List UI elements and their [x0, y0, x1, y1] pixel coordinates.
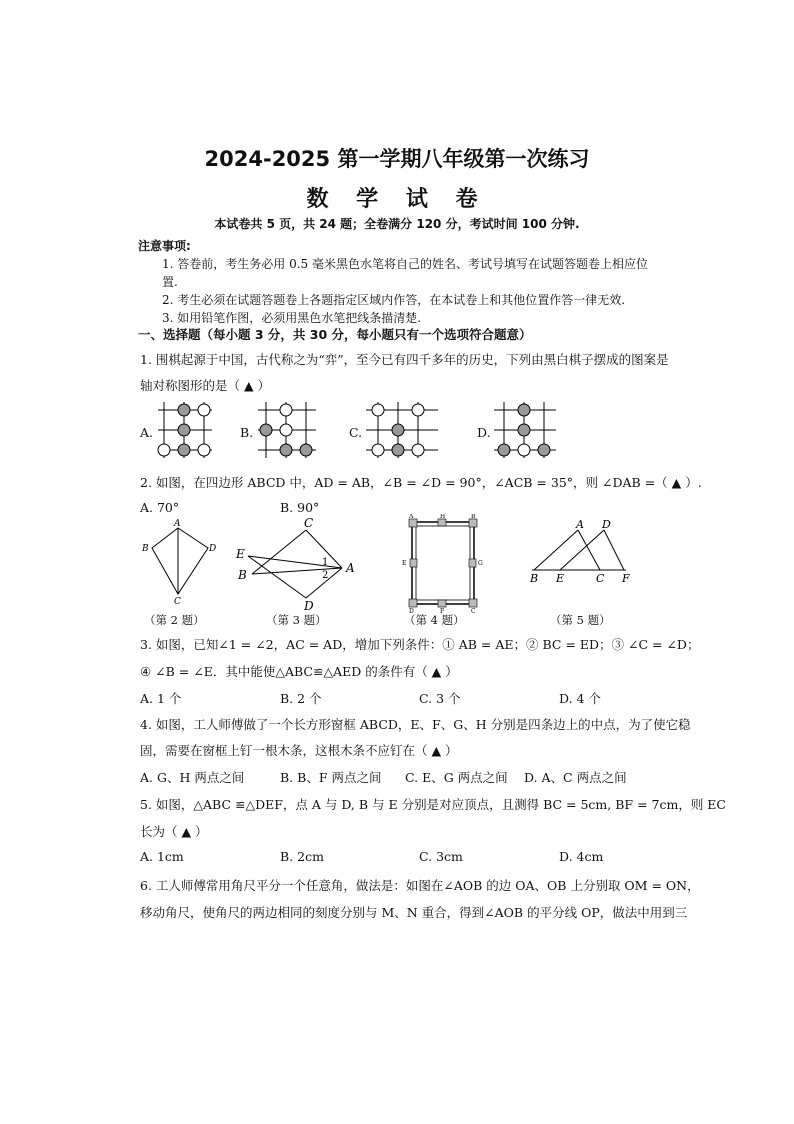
- fig4-label-e: E: [402, 560, 407, 567]
- fig5-label-c: C: [596, 572, 605, 584]
- figure-3-triangles: [232, 516, 362, 612]
- exam-title: 2024-2025 第一学期八年级第一次练习: [204, 147, 590, 171]
- figure-3-caption: （第 3 题）: [266, 613, 327, 627]
- question-1-line2: 轴对称图形的是（ ▲ ）: [140, 378, 271, 393]
- q1-option-d-label: D.: [477, 425, 491, 440]
- figure-2-caption: （第 2 题）: [144, 613, 205, 627]
- figure-5-triangles: [526, 518, 636, 584]
- figure-4-window-frame: [400, 514, 488, 614]
- fig3-label-e: E: [236, 547, 245, 561]
- fig3-label-c: C: [304, 516, 314, 530]
- exam-info: 本试卷共 5 页，共 24 题；全卷满分 120 分，考试时间 100 分钟.: [214, 217, 580, 231]
- fig5-label-d: D: [602, 518, 611, 531]
- fig3-angle-2: 2: [322, 570, 329, 581]
- fig2-label-d: D: [209, 544, 217, 554]
- q4-option-d: D. A、C 两点之间: [524, 770, 627, 785]
- q4-option-b: B. B、F 两点之间: [280, 770, 382, 785]
- go-board-d: [492, 398, 558, 462]
- question-6-line1: 6. 工人师傅常用角尺平分一个任意角，做法是：如图在∠AOB 的边 OA、OB 上分别取 OM = ON，: [140, 878, 700, 893]
- fig4-label-f: F: [440, 608, 445, 614]
- fig4-label-c: C: [471, 608, 476, 614]
- fig5-label-b: B: [530, 572, 539, 584]
- question-2-text: 2. 如图，在四边形 ABCD 中，AD = AB，∠B = ∠D = 90°，∠ACB = 35°，则 ∠DAB =（ ▲ ）.: [140, 475, 702, 490]
- question-4-line1: 4. 如图，工人师傅做了一个长方形窗框 ABCD，E、F、G、H 分别是四条边上的中点，为了使它稳: [140, 717, 691, 732]
- figure-2-kite: [140, 518, 220, 604]
- fig3-label-d: D: [304, 599, 314, 612]
- question-3-line2: ④ ∠B = ∠E．其中能使△ABC≌△AED 的条件有（ ▲ ）: [140, 664, 458, 679]
- q4-option-c: C. E、G 两点之间: [405, 770, 508, 785]
- q3-option-d: D. 4 个: [559, 691, 601, 706]
- question-5-line2: 长为（ ▲ ）: [140, 824, 208, 839]
- fig2-label-a: A: [174, 519, 181, 529]
- q5-option-c: C. 3cm: [419, 849, 463, 864]
- note-item: 2. 考生必须在试题答题卷上各题指定区域内作答，在本试卷上和其他位置作答一律无效.: [162, 293, 626, 307]
- q5-option-a: A. 1cm: [140, 849, 184, 864]
- q1-option-c-label: C.: [349, 425, 363, 440]
- fig4-label-d: D: [409, 608, 414, 614]
- go-board-b: [252, 398, 322, 462]
- section-heading: 一、选择题（每小题 3 分，共 30 分，每小题只有一个选项符合题意）: [138, 327, 532, 342]
- fig3-label-a: A: [346, 561, 355, 575]
- question-4-line2: 固，需要在窗框上钉一根木条，这根木条不应钉在（ ▲ ）: [140, 743, 458, 758]
- q4-option-a: A. G、H 两点之间: [140, 770, 245, 785]
- q5-option-d: D. 4cm: [559, 849, 604, 864]
- fig4-label-a: A: [409, 514, 414, 520]
- q3-option-b: B. 2 个: [280, 691, 322, 706]
- exam-subtitle: 数 学 试 卷: [306, 187, 488, 212]
- fig2-label-b: B: [142, 544, 149, 554]
- q2-option-b: B. 90°: [280, 500, 320, 515]
- question-3-line1: 3. 如图，已知∠1 = ∠2，AC = AD，增加下列条件：① AB = AE；② BC = ED；③ ∠C = ∠D；: [140, 637, 700, 652]
- go-board-c: [362, 398, 442, 462]
- q3-option-a: A. 1 个: [140, 691, 182, 706]
- go-board-a: [150, 398, 220, 462]
- fig2-label-c: C: [174, 597, 181, 604]
- fig4-label-h: H: [440, 514, 446, 520]
- q1-option-b-label: B.: [240, 425, 254, 440]
- figure-4-caption: （第 4 题）: [404, 613, 465, 627]
- q1-option-a-label: A.: [140, 425, 154, 440]
- fig3-label-b: B: [238, 568, 247, 582]
- figure-5-caption: （第 5 题）: [550, 613, 611, 627]
- fig5-label-a: A: [576, 518, 584, 531]
- fig3-angle-1: 1: [322, 557, 329, 568]
- question-1-line1: 1. 围棋起源于中国，古代称之为“弈”，至今已有四千多年的历史，下列由黑白棋子摆成的图案是: [140, 352, 669, 367]
- fig4-label-b: B: [471, 514, 476, 520]
- notes-title: 注意事项:: [138, 239, 191, 253]
- question-6-line2: 移动角尺，使角尺的两边相同的刻度分别与 M、N 重合，得到∠AOB 的平分线 OP，做法中用到三: [140, 905, 688, 920]
- fig5-label-f: F: [622, 572, 630, 584]
- note-item: 3. 如用铅笔作图，必须用黑色水笔把线条描清楚.: [162, 311, 422, 325]
- q2-option-a: A. 70°: [140, 500, 180, 515]
- q5-option-b: B. 2cm: [280, 849, 324, 864]
- fig4-label-g: G: [478, 560, 483, 567]
- q3-option-c: C. 3 个: [419, 691, 461, 706]
- note-item: 置.: [162, 275, 178, 289]
- note-item: 1. 答卷前，考生务必用 0.5 毫米黑色水笔将自己的姓名、考试号填写在试题答题卷上相应位: [162, 257, 648, 271]
- question-5-line1: 5. 如图，△ABC ≌△DEF，点 A 与 D, B 与 E 分别是对应顶点，且测得 BC = 5cm, BF = 7cm，则 EC: [140, 797, 726, 812]
- fig5-label-e: E: [556, 572, 565, 584]
